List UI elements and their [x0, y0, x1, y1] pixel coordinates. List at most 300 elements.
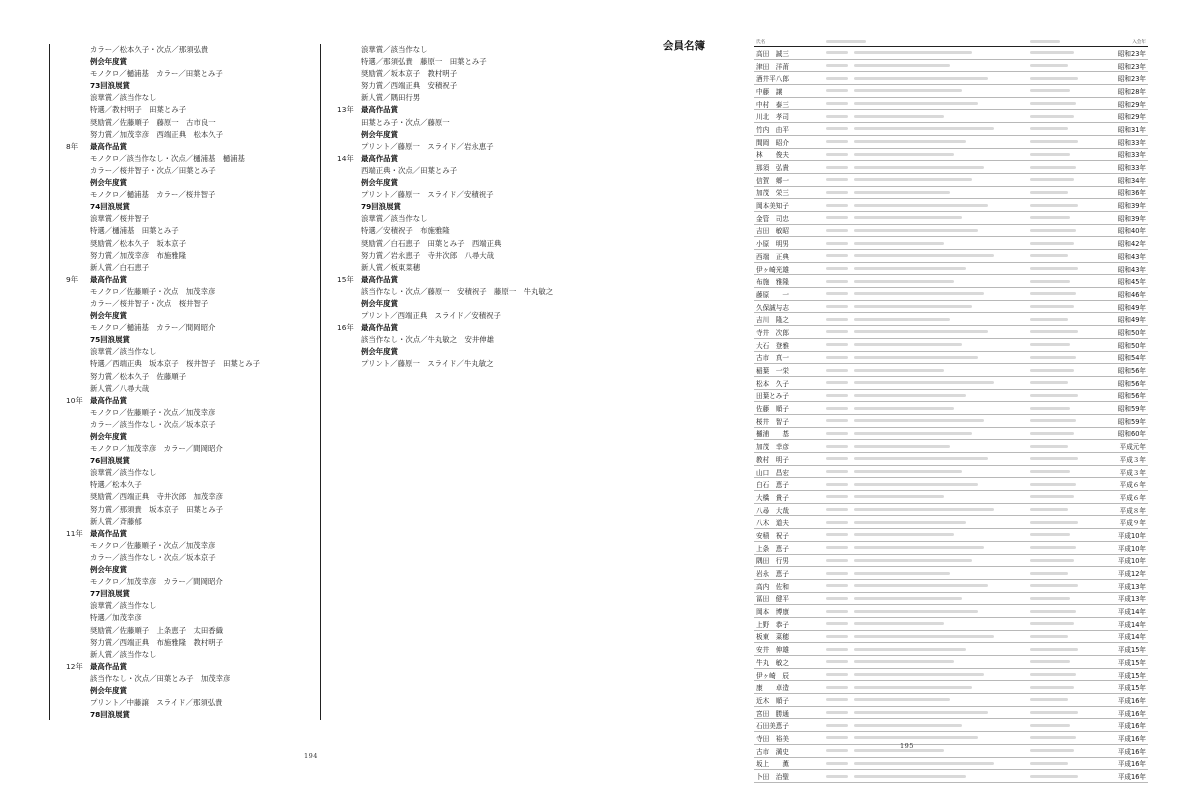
join-year: 平成９年 [1098, 516, 1148, 529]
member-name: 牛丸 敏之 [754, 656, 824, 669]
award-entry-line [66, 479, 316, 491]
award-text: 努力賞／西端正典 布施雅隆 教村明子 [90, 637, 224, 647]
member-name: 八木 道夫 [754, 516, 824, 529]
table-row [754, 706, 1148, 719]
blurred-address-cell [824, 579, 1028, 592]
blurred-phone-cell [1028, 110, 1098, 123]
member-name: 津田 洋莆 [754, 59, 824, 72]
award-text: 努力賞／加茂幸彦 西端正典 松本久子 [90, 129, 224, 139]
blurred-address-cell [824, 326, 1028, 339]
join-year: 昭和33年 [1098, 148, 1148, 161]
blurred-address-cell [824, 770, 1028, 783]
blurred-phone-cell [1028, 211, 1098, 224]
award-category-line [66, 274, 316, 286]
member-name: 酒井平八郎 [754, 72, 824, 85]
blurred-address-cell [824, 567, 1028, 580]
award-text: カラー／桜井智子・次点 桜井智子 [90, 298, 209, 308]
award-text: 最高作品賞 [361, 153, 398, 163]
table-row [754, 85, 1148, 98]
award-text: 特選／安積祝子 布施雅隆 [361, 226, 450, 236]
blurred-address-cell [824, 605, 1028, 618]
blurred-phone-cell [1028, 161, 1098, 174]
blurred-phone-cell [1028, 364, 1098, 377]
award-entry-line [66, 346, 316, 358]
join-year: 昭和40年 [1098, 224, 1148, 237]
join-year: 平成10年 [1098, 554, 1148, 567]
member-name: 川北 孝司 [754, 110, 824, 123]
table-row [754, 681, 1148, 694]
award-entry-line [337, 238, 597, 250]
join-year: 昭和33年 [1098, 135, 1148, 148]
award-text: 例会年度賞 [90, 57, 127, 67]
award-text: 新人賞／八尋大哉 [90, 383, 150, 393]
award-text: 努力賞／加茂幸彦 布施雅隆 [90, 250, 187, 260]
award-text: 浪華賞／該当作なし [361, 214, 428, 224]
blurred-phone-cell [1028, 719, 1098, 732]
join-year: 昭和59年 [1098, 402, 1148, 415]
award-text: 最高作品賞 [361, 105, 398, 115]
table-row [754, 110, 1148, 123]
member-name: 高内 佐和 [754, 579, 824, 592]
blurred-address-cell [824, 199, 1028, 212]
table-row [754, 211, 1148, 224]
table-row [754, 47, 1148, 60]
award-entry-line [337, 334, 597, 346]
table-row [754, 516, 1148, 529]
blurred-address-cell [824, 135, 1028, 148]
award-text: 浪華賞／該当作なし [90, 347, 157, 357]
award-category-line [337, 346, 597, 358]
award-entry-line [66, 383, 316, 395]
award-text: 例会年度賞 [361, 347, 398, 357]
join-year: 昭和28年 [1098, 85, 1148, 98]
join-year: 昭和56年 [1098, 389, 1148, 402]
award-text: 75回浪展賞 [90, 335, 130, 345]
award-entry-line [66, 625, 316, 637]
member-name: 中藤 譲 [754, 85, 824, 98]
award-entry-line [66, 358, 316, 370]
blurred-phone-cell [1028, 59, 1098, 72]
blurred-phone-cell [1028, 123, 1098, 136]
award-entry-line [66, 540, 316, 552]
member-name: 吉川 隆之 [754, 313, 824, 326]
table-row [754, 453, 1148, 466]
blurred-phone-cell [1028, 47, 1098, 60]
award-entry-line [66, 298, 316, 310]
table-row [754, 643, 1148, 656]
award-text: 浪華賞／桜井智子 [90, 214, 150, 224]
member-name: 吉田 敏昭 [754, 224, 824, 237]
award-text: 奨励賞／白石恵子 田葉とみ子 西端正典 [361, 238, 502, 248]
award-text: 新人賞／白石恵子 [90, 262, 150, 272]
blurred-address-cell [824, 85, 1028, 98]
join-year: 平成15年 [1098, 681, 1148, 694]
award-text: 新人賞／該当作なし [90, 649, 157, 659]
page-number-left: 194 [304, 752, 318, 760]
blurred-phone-cell [1028, 351, 1098, 364]
join-year: 平成14年 [1098, 605, 1148, 618]
header-join-year: 入会年 [1098, 38, 1148, 47]
join-year: 平成15年 [1098, 656, 1148, 669]
member-name: 伊ヶ崎光雄 [754, 262, 824, 275]
table-row [754, 630, 1148, 643]
blurred-address-cell [824, 47, 1028, 60]
award-entry-line [66, 104, 316, 116]
join-year: 昭和43年 [1098, 262, 1148, 275]
year-label: 10年 [66, 395, 83, 405]
join-year: 昭和43年 [1098, 250, 1148, 263]
award-text: 特選／那須弘貴 藤原一 田葉とみ子 [361, 57, 487, 67]
join-year: 昭和59年 [1098, 414, 1148, 427]
member-name: 寺井 次郎 [754, 326, 824, 339]
award-text: モノクロ／樋浦基 カラー／間岡昭介 [90, 323, 216, 333]
award-entry-line [337, 189, 597, 201]
blurred-phone-cell [1028, 567, 1098, 580]
blurred-address-cell [824, 719, 1028, 732]
award-entry-line [337, 358, 597, 370]
member-name: 山口 昌宏 [754, 465, 824, 478]
join-year: 昭和49年 [1098, 313, 1148, 326]
award-text: 努力賞／西端正典 安積祝子 [361, 81, 458, 91]
award-text: カラー／該当作なし・次点／坂本京子 [90, 552, 216, 562]
blurred-phone-cell [1028, 757, 1098, 770]
blurred-phone-cell [1028, 706, 1098, 719]
blurred-phone-cell [1028, 503, 1098, 516]
blurred-address-cell [824, 732, 1028, 745]
blurred-address-cell [824, 706, 1028, 719]
join-year: 平成６年 [1098, 478, 1148, 491]
column-divider-rule [320, 44, 321, 720]
table-row [754, 135, 1148, 148]
join-year: 昭和60年 [1098, 427, 1148, 440]
blurred-phone-cell [1028, 414, 1098, 427]
blurred-address-cell [824, 744, 1028, 757]
award-entry-line [66, 238, 316, 250]
award-text: 例会年度賞 [361, 298, 398, 308]
member-name: 岡本 博康 [754, 605, 824, 618]
award-entry-line [66, 504, 316, 516]
award-text: カラー／該当作なし・次点／坂本京子 [90, 419, 216, 429]
table-row [754, 656, 1148, 669]
join-year: 昭和46年 [1098, 288, 1148, 301]
award-category-line [66, 141, 316, 153]
table-row [754, 465, 1148, 478]
join-year: 昭和34年 [1098, 173, 1148, 186]
blurred-phone-cell [1028, 313, 1098, 326]
table-header-row [754, 38, 1148, 47]
year-label: 11年 [66, 528, 83, 538]
member-name: 松本 久子 [754, 376, 824, 389]
blurred-address-cell [824, 211, 1028, 224]
blurred-address-cell [824, 681, 1028, 694]
blurred-address-cell [824, 237, 1028, 250]
member-name: 寺田 裕美 [754, 732, 824, 745]
blurred-phone-cell [1028, 478, 1098, 491]
join-year: 平成16年 [1098, 706, 1148, 719]
award-text: 例会年度賞 [90, 685, 127, 695]
join-year: 平成16年 [1098, 770, 1148, 783]
blurred-address-cell [824, 478, 1028, 491]
award-category-line [66, 431, 316, 443]
member-name: 卜田 治聖 [754, 770, 824, 783]
blurred-phone-cell [1028, 630, 1098, 643]
award-text: モノクロ／樋浦基 カラー／桜井智子 [90, 190, 216, 200]
award-text: 浪華賞／該当作なし [90, 601, 157, 611]
award-category-line [337, 322, 597, 334]
member-name: 上野 恭子 [754, 617, 824, 630]
table-row [754, 364, 1148, 377]
awards-column-left [66, 44, 316, 721]
table-row [754, 262, 1148, 275]
award-text: 奨励賞／松本久子 坂本京子 [90, 238, 187, 248]
blurred-address-cell [824, 186, 1028, 199]
member-name: 宮田 勝通 [754, 706, 824, 719]
award-entry-line [66, 491, 316, 503]
member-roster-table [754, 38, 1148, 783]
award-category-line [66, 685, 316, 697]
award-entry-line [66, 407, 316, 419]
blurred-address-cell [824, 541, 1028, 554]
award-text: 該当作なし・次点／藤原一 安積祝子 藤原一 牛丸敏之 [361, 286, 554, 296]
award-entry-line [66, 467, 316, 479]
award-text: 76回浪展賞 [90, 456, 130, 466]
blurred-address-cell [824, 389, 1028, 402]
award-entry-line [337, 310, 597, 322]
award-category-line [337, 298, 597, 310]
award-text: 奨励賞／西端正典 寺井次郎 加茂幸彦 [90, 492, 224, 502]
award-category-line [66, 80, 316, 92]
table-row [754, 250, 1148, 263]
table-row [754, 237, 1148, 250]
join-year: 平成16年 [1098, 744, 1148, 757]
award-text: 奨励賞／坂本京子 教村明子 [361, 69, 458, 79]
blurred-phone-cell [1028, 554, 1098, 567]
award-text: プリント／藤原一 スライド／牛丸敏之 [361, 359, 494, 369]
award-text: 特選／樋浦基 田葉とみ子 [90, 226, 179, 236]
award-text: カラー／松本久子・次点／那須弘貴 [90, 45, 209, 54]
award-text: プリント／藤原一 スライド／岩永恵子 [361, 141, 494, 151]
member-name: 近木 順子 [754, 694, 824, 707]
blurred-phone-cell [1028, 529, 1098, 542]
award-text: 田葉とみ子・次点／藤原一 [361, 117, 450, 127]
award-entry-line [337, 165, 597, 177]
blurred-address-cell [824, 656, 1028, 669]
table-row [754, 579, 1148, 592]
award-text: 努力賞／那須貴 坂本京子 田葉とみ子 [90, 504, 224, 514]
award-entry-line [66, 68, 316, 80]
award-category-line [66, 334, 316, 346]
award-entry-line [66, 117, 316, 129]
blurred-address-cell [824, 300, 1028, 313]
member-name: 安井 伸雄 [754, 643, 824, 656]
year-label: 14年 [337, 153, 354, 163]
blurred-phone-cell [1028, 643, 1098, 656]
table-row [754, 351, 1148, 364]
year-label: 12年 [66, 661, 83, 671]
table-row [754, 161, 1148, 174]
blurred-address-cell [824, 427, 1028, 440]
award-text: 新人賞／隅田行男 [361, 93, 421, 103]
award-entry-line [337, 68, 597, 80]
table-row [754, 288, 1148, 301]
member-name: 間岡 昭介 [754, 135, 824, 148]
award-entry-line [337, 286, 597, 298]
award-entry-line [66, 286, 316, 298]
blurred-address-cell [824, 288, 1028, 301]
award-entry-line [66, 322, 316, 334]
award-entry-line [337, 92, 597, 104]
award-entry-line [66, 129, 316, 141]
join-year: 平成３年 [1098, 465, 1148, 478]
table-row [754, 414, 1148, 427]
blurred-phone-cell [1028, 656, 1098, 669]
award-entry-line [337, 250, 597, 262]
table-row [754, 97, 1148, 110]
blurred-phone-cell [1028, 744, 1098, 757]
table-row [754, 427, 1148, 440]
blurred-address-cell [824, 123, 1028, 136]
award-text: 最高作品賞 [361, 274, 398, 284]
award-text: 新人賞／斉藤郁 [90, 516, 142, 526]
blurred-phone-cell [1028, 732, 1098, 745]
blurred-address-cell [824, 364, 1028, 377]
member-name: 樋浦 基 [754, 427, 824, 440]
award-text: 努力賞／岩永恵子 寺井次郎 八尋大哉 [361, 250, 495, 260]
member-name: 康 卓造 [754, 681, 824, 694]
award-category-line [337, 201, 597, 213]
award-text: カラー／桜井智子・次点／田葉とみ子 [90, 165, 216, 175]
award-entry-line [66, 552, 316, 564]
join-year: 平成12年 [1098, 567, 1148, 580]
award-text: 浪華賞／該当作なし [90, 93, 157, 103]
award-text: 73回浪展賞 [90, 81, 130, 91]
member-name: 久保誠与志 [754, 300, 824, 313]
member-name: 林 俊夫 [754, 148, 824, 161]
award-text: モノクロ／加茂幸彦 カラー／間岡昭介 [90, 577, 223, 587]
award-text: 新人賞／板東菜穂 [361, 262, 421, 272]
award-text: プリント／西端正典 スライド／安積祝子 [361, 311, 501, 321]
year-label: 16年 [337, 323, 354, 333]
award-category-line [66, 588, 316, 600]
award-text: モノクロ／佐藤順子・次点／加茂幸彦 [90, 407, 216, 417]
table-row [754, 541, 1148, 554]
award-text: 特選／西端正典 坂本京子 桜井智子 田葉とみ子 [90, 359, 260, 369]
award-text: 最高作品賞 [90, 274, 127, 284]
member-name: 冨田 健平 [754, 592, 824, 605]
blurred-address-cell [824, 313, 1028, 326]
table-row [754, 326, 1148, 339]
table-row [754, 186, 1148, 199]
blurred-address-cell [824, 516, 1028, 529]
award-category-line [337, 153, 597, 165]
award-text: 努力賞／松本久子 佐藤順子 [90, 371, 187, 381]
member-name: 中村 泰三 [754, 97, 824, 110]
page-number-right: 195 [900, 742, 914, 750]
join-year: 昭和33年 [1098, 161, 1148, 174]
blurred-phone-cell [1028, 326, 1098, 339]
blurred-phone-cell [1028, 617, 1098, 630]
blurred-phone-cell [1028, 516, 1098, 529]
award-entry-line [66, 443, 316, 455]
blurred-phone-cell [1028, 376, 1098, 389]
join-year: 平成16年 [1098, 732, 1148, 745]
award-text: 最高作品賞 [90, 528, 127, 538]
table-row [754, 199, 1148, 212]
blurred-phone-cell [1028, 440, 1098, 453]
award-text: 該当作なし・次点／牛丸敏之 安井伸雄 [361, 335, 495, 345]
award-text: 最高作品賞 [361, 323, 398, 333]
award-text: 79回浪展賞 [361, 202, 401, 212]
table-row [754, 72, 1148, 85]
award-entry-line [337, 44, 597, 56]
award-entry-line [337, 117, 597, 129]
award-text: モノクロ／佐藤順子・次点 加茂幸彦 [90, 286, 216, 296]
join-year: 平成３年 [1098, 453, 1148, 466]
table-row [754, 440, 1148, 453]
award-category-line [66, 455, 316, 467]
table-row [754, 300, 1148, 313]
award-entry-line [66, 612, 316, 624]
award-category-line [337, 129, 597, 141]
join-year: 平成10年 [1098, 541, 1148, 554]
left-margin-rule [49, 44, 50, 720]
member-name: 岡本美知子 [754, 199, 824, 212]
award-text: 例会年度賞 [90, 432, 127, 441]
blurred-address-cell [824, 592, 1028, 605]
table-row [754, 491, 1148, 504]
award-category-line [337, 274, 597, 286]
member-name: 白石 恵子 [754, 478, 824, 491]
member-name: 坂上 薫 [754, 757, 824, 770]
join-year: 昭和23年 [1098, 47, 1148, 60]
blurred-phone-cell [1028, 338, 1098, 351]
blurred-phone-cell [1028, 135, 1098, 148]
blurred-address-cell [824, 643, 1028, 656]
blurred-phone-cell [1028, 770, 1098, 783]
table-row [754, 605, 1148, 618]
blurred-address-cell [824, 554, 1028, 567]
award-entry-line [66, 189, 316, 201]
member-name: 布施 雅隆 [754, 275, 824, 288]
member-name: 稲葉 一栄 [754, 364, 824, 377]
table-row [754, 123, 1148, 136]
blurred-phone-cell [1028, 389, 1098, 402]
join-year: 平成13年 [1098, 592, 1148, 605]
award-entry-line [66, 225, 316, 237]
blurred-address-cell [824, 224, 1028, 237]
award-category-line [66, 661, 316, 673]
blurred-phone-cell [1028, 250, 1098, 263]
join-year: 平成15年 [1098, 668, 1148, 681]
blurred-phone-cell [1028, 288, 1098, 301]
table-row [754, 478, 1148, 491]
join-year: 平成６年 [1098, 491, 1148, 504]
join-year: 昭和23年 [1098, 59, 1148, 72]
award-entry-line [66, 419, 316, 431]
award-text: プリント／中藤譲 スライド／那須弘貴 [90, 698, 223, 708]
join-year: 平成14年 [1098, 630, 1148, 643]
blurred-phone-cell [1028, 491, 1098, 504]
blurred-address-cell [824, 440, 1028, 453]
year-label: 9年 [66, 274, 79, 284]
blurred-address-cell [824, 529, 1028, 542]
table-row [754, 173, 1148, 186]
join-year: 平成16年 [1098, 719, 1148, 732]
award-entry-line [337, 225, 597, 237]
blurred-phone-cell [1028, 262, 1098, 275]
table-row [754, 617, 1148, 630]
join-year: 昭和42年 [1098, 237, 1148, 250]
